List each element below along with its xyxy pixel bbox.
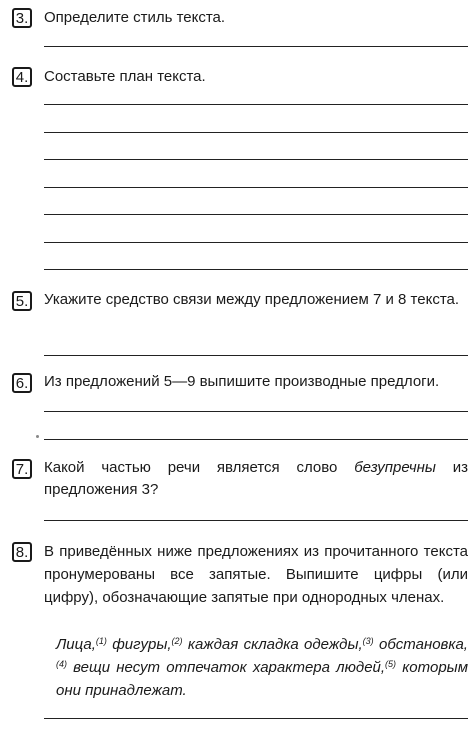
answer-line[interactable] — [44, 718, 468, 719]
answer-line[interactable] — [44, 214, 468, 215]
task-number-5: 5. — [12, 291, 32, 311]
task-7-text-after: из предложения 3? — [44, 459, 468, 498]
answer-line[interactable] — [44, 104, 468, 105]
example-fragment: обстановка, — [373, 636, 468, 653]
example-fragment: которым они принадлежат. — [56, 659, 468, 699]
answer-line[interactable] — [44, 159, 468, 160]
task-7-text-before: Какой частью речи является слово — [44, 459, 355, 476]
comma-number: (3) — [362, 636, 374, 646]
task-3-text: Определите стиль текста. — [44, 9, 226, 26]
example-fragment: вещи несут отпечаток характера людей, — [67, 659, 386, 676]
task-4-text: Составьте план текста. — [44, 68, 206, 85]
task-number-7: 7. — [12, 459, 32, 479]
answer-line[interactable] — [44, 355, 468, 356]
answer-line[interactable] — [44, 46, 468, 47]
answer-line[interactable] — [44, 411, 468, 412]
task-number-3: 3. — [12, 8, 32, 28]
answer-line[interactable] — [44, 242, 468, 243]
answer-line[interactable] — [44, 439, 468, 440]
task-8-text: В приведённых ниже предложениях из прочитанного текста пронумерованы все запятые. Выпишите цифры (или цифру), обозначающие запятые при однородных членах. — [44, 543, 468, 606]
task-6-text: Из предложений 5—9 выпишите производные предлоги. — [44, 373, 440, 390]
example-fragment: фигуры, — [106, 636, 172, 653]
task-7-text — [44, 457, 468, 501]
answer-line[interactable] — [44, 520, 468, 521]
task-number-8: 8. — [12, 542, 32, 562]
comma-number: (5) — [385, 659, 397, 669]
answer-line[interactable] — [44, 132, 468, 133]
comma-number: (1) — [95, 636, 107, 646]
task-5-text: Укажите средство связи между предложением 7 и 8 текста. — [44, 291, 460, 308]
answer-line[interactable] — [44, 187, 468, 188]
task-7-keyword: безупречны — [354, 459, 436, 476]
answer-line[interactable] — [44, 269, 468, 270]
comma-number: (4) — [56, 659, 67, 669]
example-fragment: Лица, — [56, 636, 96, 653]
task-8-example-sentence — [56, 633, 468, 702]
comma-number: (2) — [171, 636, 183, 646]
task-number-6: 6. — [12, 373, 32, 393]
task-number-4: 4. — [12, 67, 32, 87]
example-fragment: каждая складка одежды, — [182, 636, 363, 653]
stray-dot — [36, 435, 39, 438]
